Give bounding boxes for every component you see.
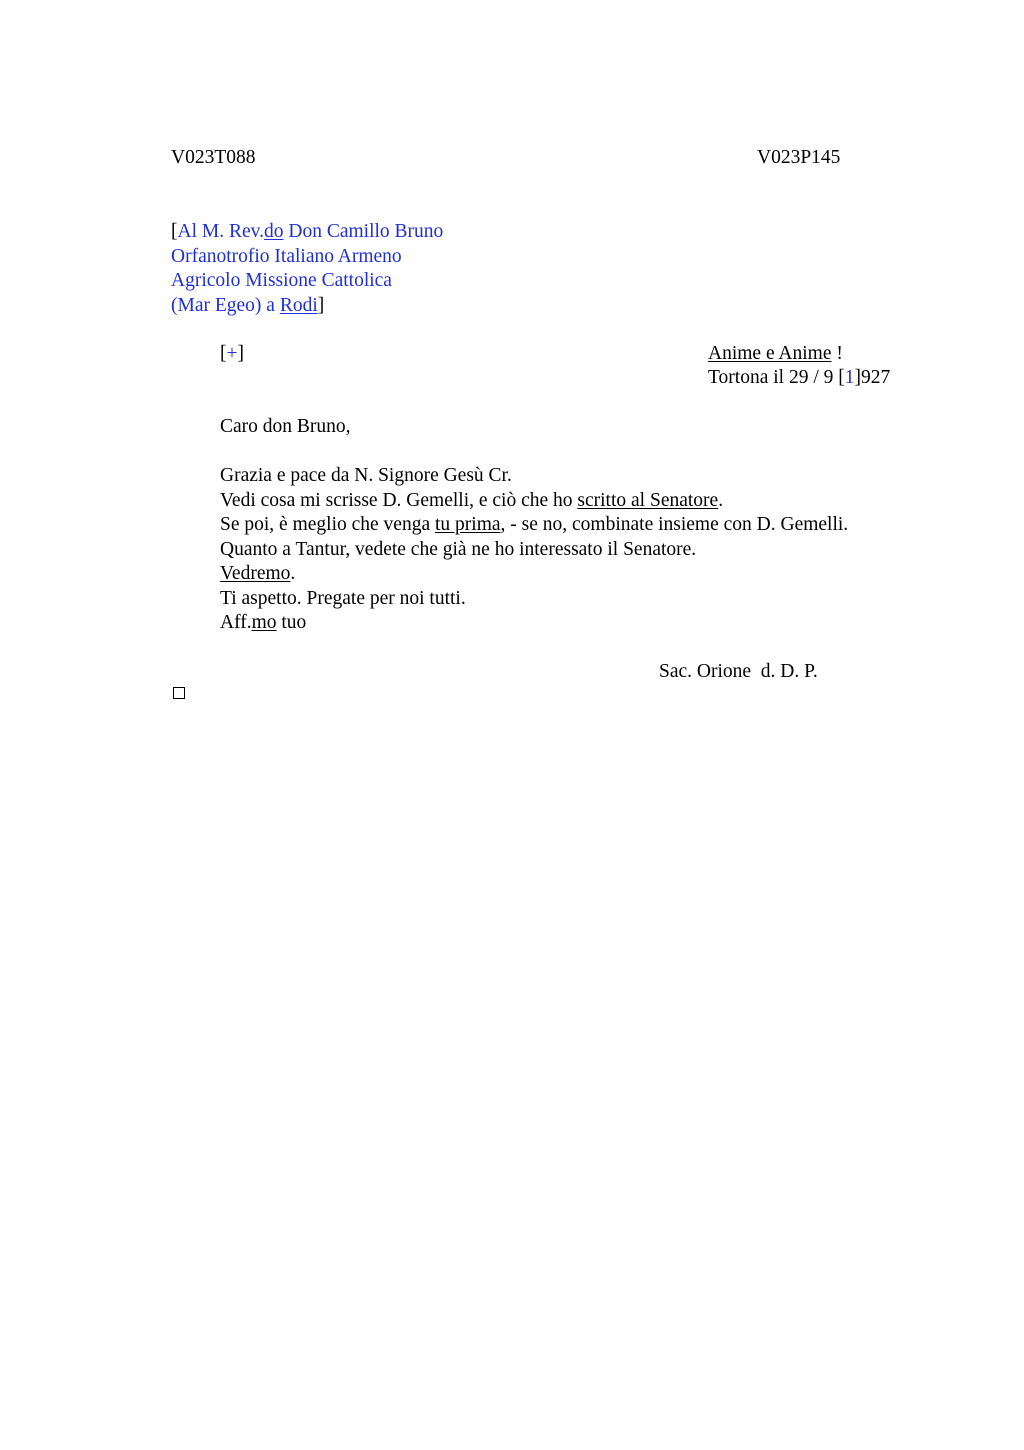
body-line-4: Quanto a Tantur, vedete che già ne ho interessato il Senatore. bbox=[220, 538, 697, 560]
body-line-7-underlined: mo bbox=[251, 612, 277, 633]
body-line-5-underlined: Vedremo bbox=[220, 563, 291, 584]
address-recipient-abbrev: do bbox=[263, 221, 284, 242]
date-editorial-digit: 1 bbox=[844, 367, 855, 388]
cross-icon: + bbox=[226, 343, 238, 364]
body-line-2-end: . bbox=[718, 489, 724, 511]
address-location: (Mar Egeo) a bbox=[171, 294, 280, 316]
cross-marker bbox=[220, 342, 244, 366]
address-recipient-title: Al M. Rev. bbox=[177, 221, 264, 242]
body-line-7-text: Aff. bbox=[220, 612, 252, 633]
body-line-3 bbox=[220, 513, 848, 538]
body-line-2 bbox=[220, 489, 848, 514]
body-line-7 bbox=[220, 611, 848, 636]
cross-open-bracket: [ bbox=[220, 343, 227, 364]
address-line-2: Orfanotrofio Italiano Armeno bbox=[171, 245, 402, 267]
body-line-2-text: Vedi cosa mi scrisse D. Gemelli, e ciò che ho bbox=[220, 489, 578, 511]
motto bbox=[708, 342, 843, 366]
checkbox-icon bbox=[173, 687, 185, 699]
body-line-3-underlined: tu prima bbox=[434, 514, 501, 535]
place-date bbox=[708, 366, 890, 390]
address-line-4 bbox=[171, 294, 443, 319]
signature: Sac. Orione d. D. P. bbox=[659, 661, 818, 682]
address-line-3: Agricolo Missione Cattolica bbox=[171, 270, 392, 291]
document-code-right: V023P145 bbox=[757, 147, 841, 168]
motto-suffix: ! bbox=[831, 343, 843, 364]
body-line-3-text: Se poi, è meglio che venga bbox=[220, 514, 435, 535]
address-open-bracket: [ bbox=[171, 221, 178, 242]
body-line-5 bbox=[220, 562, 848, 587]
document-code-left: V023T088 bbox=[171, 147, 256, 168]
address-close-bracket: ] bbox=[317, 294, 325, 316]
motto-text: Anime e Anime bbox=[708, 343, 832, 364]
address-place: Rodi bbox=[279, 294, 318, 316]
address-block bbox=[171, 220, 443, 318]
address-recipient-name: Don Camillo Bruno bbox=[283, 221, 444, 242]
body-line-1: Grazia e pace da N. Signore Gesù Cr. bbox=[220, 465, 512, 486]
body-line-6: Ti aspetto. Pregate per noi tutti. bbox=[220, 587, 466, 609]
date-prefix: Tortona il 29 / 9 [ bbox=[708, 367, 845, 388]
body-line-5-end: . bbox=[290, 563, 296, 584]
letter-body bbox=[220, 464, 848, 636]
body-line-7-end: tuo bbox=[276, 612, 307, 633]
cross-close-bracket: ] bbox=[237, 343, 244, 364]
address-line-1 bbox=[171, 220, 443, 245]
body-line-2-underlined: scritto al Senatore bbox=[577, 489, 719, 511]
salutation: Caro don Bruno, bbox=[220, 416, 351, 437]
date-suffix: ]927 bbox=[854, 367, 891, 388]
body-line-3-end: , - se no, combinate insieme con D. Gemelli. bbox=[500, 514, 849, 535]
